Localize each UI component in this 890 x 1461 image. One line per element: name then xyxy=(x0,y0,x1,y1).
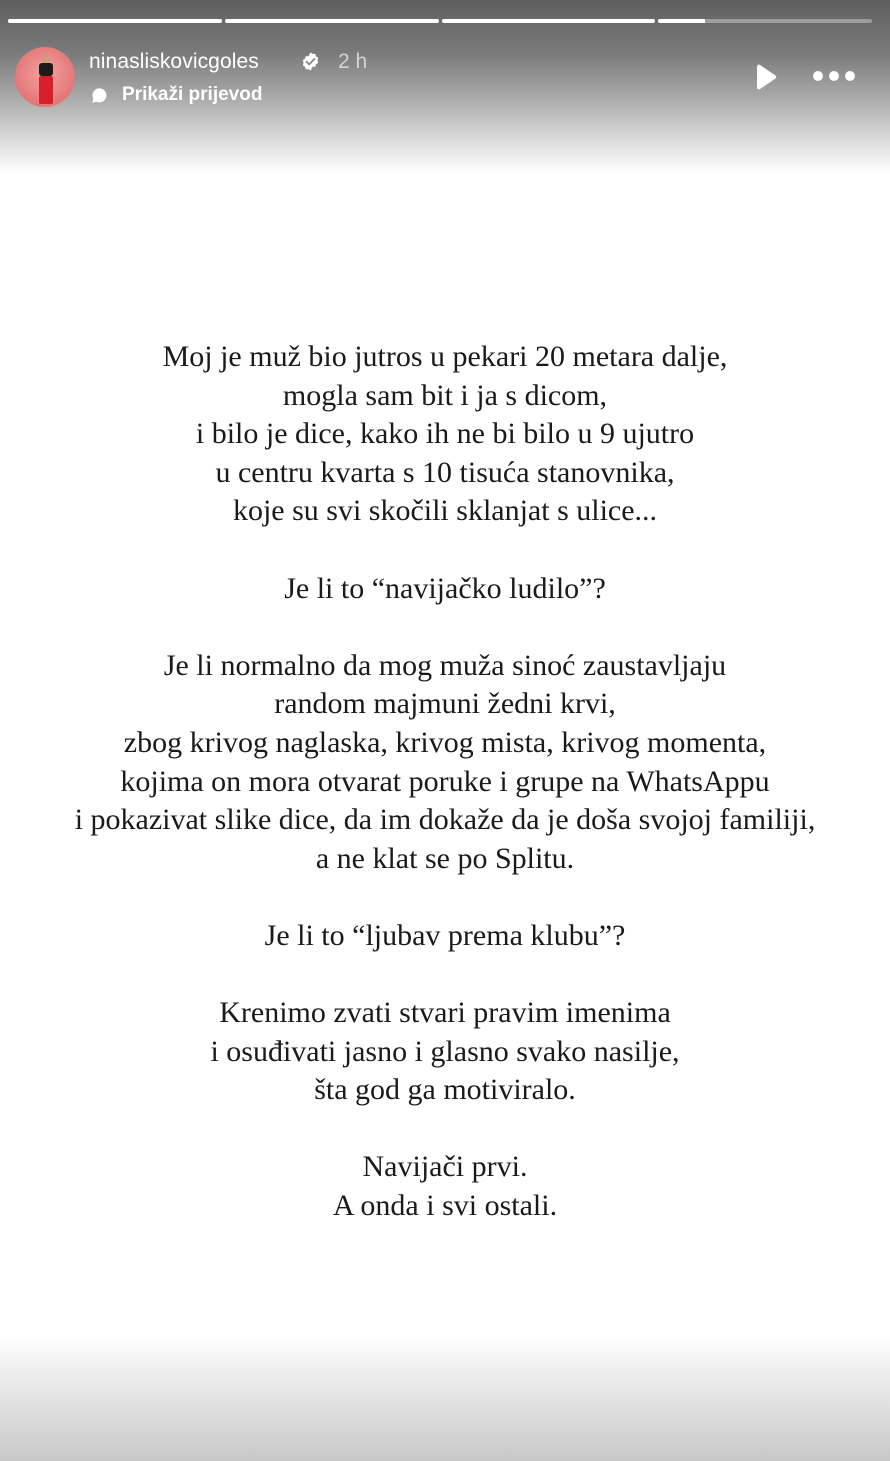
show-translation-label: Prikaži prijevod xyxy=(122,84,263,105)
text-line: random majmuni žedni krvi, xyxy=(274,687,616,721)
dot-icon xyxy=(813,71,823,81)
text-line: a ne klat se po Splitu. xyxy=(315,841,575,875)
progress-segment[interactable] xyxy=(442,19,656,23)
story-progress-bar xyxy=(8,19,872,24)
progress-fill xyxy=(658,19,705,23)
text-line: i pokazivat slike dice, da im dokaže da je doša svojoj familiji, xyxy=(74,803,816,837)
avatar[interactable] xyxy=(15,47,75,107)
story-header xyxy=(15,45,875,109)
paragraph xyxy=(0,570,890,609)
avatar-figure-head xyxy=(43,55,50,63)
post-time: 2 h xyxy=(338,50,368,73)
text-line: Je li normalno da mog muža sinoć zaustavljaju xyxy=(163,648,727,682)
text-line: Moj je muž bio jutros u pekari 20 metara dalje, xyxy=(162,340,728,373)
text-line: u centru kvarta s 10 tisuća stanovnika, xyxy=(215,455,675,489)
progress-segment[interactable] xyxy=(8,19,222,23)
progress-segment[interactable] xyxy=(658,19,872,23)
text-line: šta god ga motiviralo. xyxy=(314,1073,576,1107)
text-line: Je li to “ljubav prema klubu”? xyxy=(264,918,626,952)
bottom-gradient-overlay xyxy=(0,1336,890,1461)
text-line: i bilo je dice, kako ih ne bi bilo u 9 ujutro xyxy=(195,417,695,451)
progress-fill xyxy=(8,19,222,23)
text-line: Je li to “navijačko ludilo”? xyxy=(284,571,606,605)
username-link[interactable]: ninasliskovicgoles xyxy=(89,50,259,73)
text-line: kojima on mora otvarat poruke i grupe na WhatsAppu xyxy=(120,764,770,798)
more-options-button[interactable] xyxy=(813,67,855,85)
text-line: mogla sam bit i ja s dicom, xyxy=(282,378,608,412)
verified-badge-icon xyxy=(300,51,321,72)
speech-bubble-icon xyxy=(91,87,108,104)
text-line: i osuđivati jasno i glasno svako nasilje, xyxy=(210,1034,680,1068)
avatar-figure-skirt xyxy=(39,76,53,104)
text-line: Navijači prvi. xyxy=(362,1150,528,1184)
paragraph xyxy=(0,338,890,531)
progress-fill xyxy=(225,19,439,23)
progress-fill xyxy=(442,19,656,23)
dot-icon xyxy=(845,71,855,81)
text-line: koje su svi skočili sklanjat s ulice... xyxy=(232,494,658,528)
text-line: Krenimo zvati stvari pravim imenima xyxy=(219,996,671,1030)
paragraph xyxy=(0,917,890,956)
avatar-figure-top xyxy=(39,63,53,76)
show-translation-button[interactable] xyxy=(91,84,262,106)
play-icon[interactable] xyxy=(753,63,779,91)
text-line: zbog krivog naglaska, krivog mista, krivog momenta, xyxy=(123,725,767,759)
dot-icon xyxy=(829,71,839,81)
paragraph xyxy=(0,1148,890,1225)
progress-segment[interactable] xyxy=(225,19,439,23)
paragraph xyxy=(0,994,890,1110)
paragraph xyxy=(0,647,890,879)
text-line: A onda i svi ostali. xyxy=(332,1189,558,1223)
story-text-content xyxy=(0,338,890,1264)
